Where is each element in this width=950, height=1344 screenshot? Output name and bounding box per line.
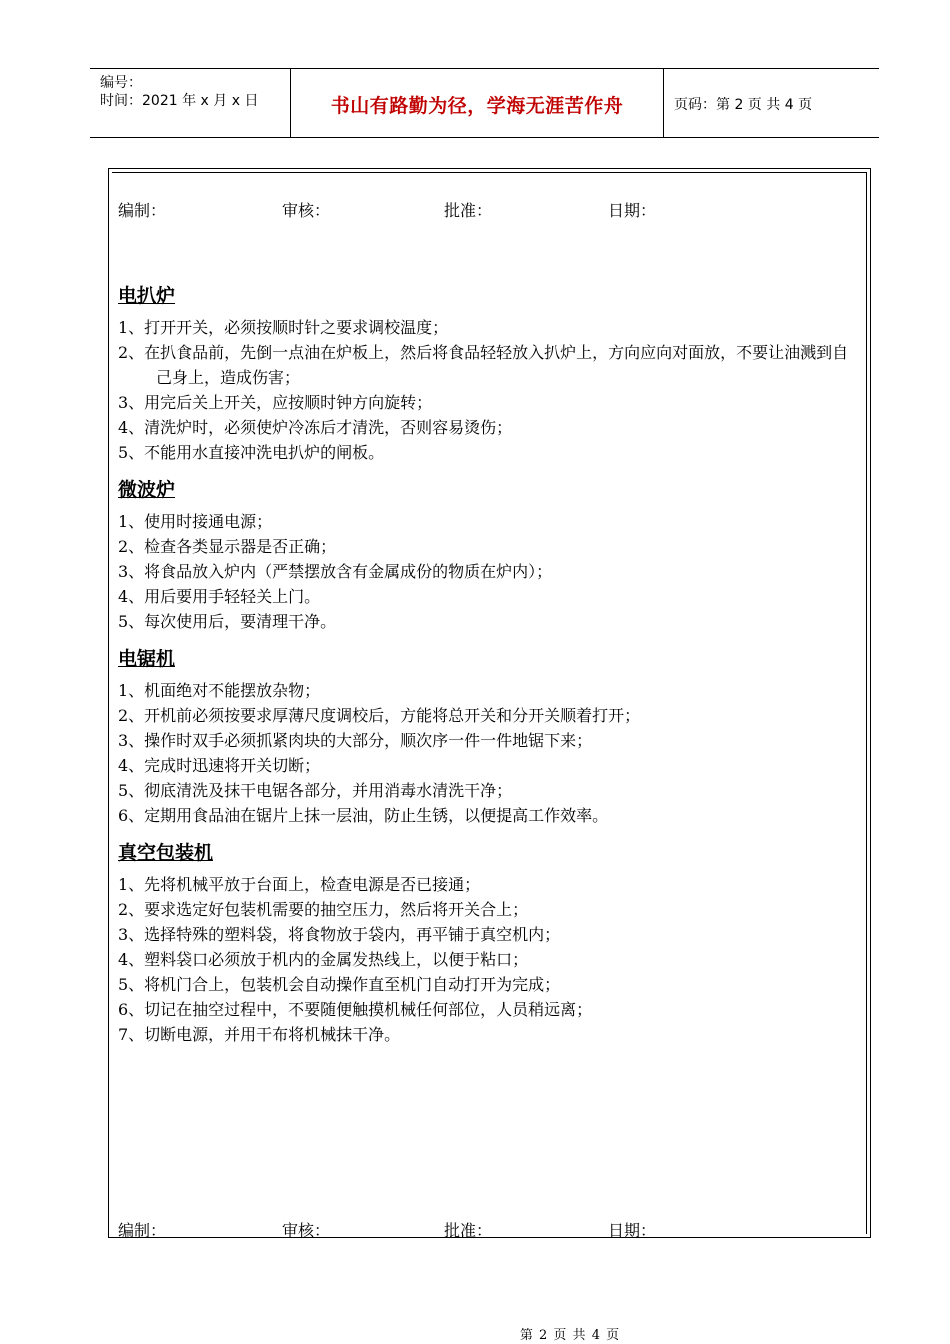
date-label: 日期： xyxy=(608,201,657,220)
header-page-cell xyxy=(664,69,879,137)
time-label: 时间：2021 年 x 月 x 日 xyxy=(100,93,259,109)
instruction-item: 2、要求选定好包装机需要的抽空压力，然后将开关合上； xyxy=(118,900,529,919)
instruction-item: 5、彻底清洗及抹干电锯各部分，并用消毒水清洗干净； xyxy=(118,781,513,800)
section xyxy=(118,283,863,465)
section xyxy=(118,646,863,828)
instruction-list xyxy=(118,315,863,465)
instruction-item: 2、开机前必须按要求厚薄尺度调校后，方能将总开关和分开关顺着打开； xyxy=(118,706,641,725)
date-label: 日期： xyxy=(608,1221,657,1240)
instruction-item: 4、清洗炉时，必须使炉冷冻后才清洗，否则容易烫伤； xyxy=(118,418,513,437)
instruction-item: 5、不能用水直接冲洗电扒炉的闸板。 xyxy=(118,443,385,462)
approver-label: 批准： xyxy=(444,1221,493,1240)
document-header xyxy=(90,68,879,138)
instruction-item: 7、切断电源，并用干布将机械抹干净。 xyxy=(118,1025,401,1044)
instruction-item: 1、机面绝对不能摆放杂物； xyxy=(118,681,321,700)
reviewer-label: 审核： xyxy=(282,201,331,220)
editor-label: 编制： xyxy=(118,1221,167,1240)
instruction-item: 3、操作时双手必须抓紧肉块的大部分，顺次序一件一件地锯下来； xyxy=(118,731,593,750)
instruction-item: 4、塑料袋口必须放于机内的金属发热线上，以便于粘口； xyxy=(118,950,529,969)
instruction-item: 3、将食品放入炉内（严禁摆放含有金属成份的物质在炉内）； xyxy=(118,562,553,581)
page-footer: 第 2 页 共 4 页 xyxy=(519,1328,621,1343)
number-label: 编号： xyxy=(100,75,142,91)
instruction-list xyxy=(118,872,863,1047)
section-title: 真空包装机 xyxy=(118,842,214,864)
instruction-item: 4、完成时迅速将开关切断； xyxy=(118,756,321,775)
section-title: 微波炉 xyxy=(118,479,176,501)
instruction-item: 2、在扒食品前，先倒一点油在炉板上，然后将食品轻轻放入扒炉上，方向应向对面放，不要让油溅到自己身上，造成伤害； xyxy=(118,343,849,387)
instruction-list xyxy=(118,678,863,828)
header-meta-cell xyxy=(90,69,291,137)
instruction-list xyxy=(118,509,863,634)
motto: 书山有路勤为径，学海无涯苦作舟 xyxy=(330,95,624,117)
reviewer-label: 审核： xyxy=(282,1221,331,1240)
section xyxy=(118,477,863,634)
section-title: 电扒炉 xyxy=(118,285,176,307)
instruction-item: 6、切记在抽空过程中，不要随便触摸机械任何部位，人员稍远离； xyxy=(118,1000,593,1019)
instruction-item: 3、选择特殊的塑料袋，将食物放于袋内，再平铺于真空机内； xyxy=(118,925,561,944)
instruction-item: 5、将机门合上，包装机会自动操作直至机门自动打开为完成； xyxy=(118,975,561,994)
instruction-item: 5、每次使用后，要清理干净。 xyxy=(118,612,337,631)
section-title: 电锯机 xyxy=(118,648,176,670)
header-motto-cell xyxy=(291,69,664,137)
editor-label: 编制： xyxy=(118,201,167,220)
document-body xyxy=(118,283,863,1059)
approver-label: 批准： xyxy=(444,201,493,220)
instruction-item: 6、定期用食品油在锯片上抹一层油，防止生锈，以便提高工作效率。 xyxy=(118,806,609,825)
instruction-item: 2、检查各类显示器是否正确； xyxy=(118,537,337,556)
section xyxy=(118,840,863,1047)
instruction-item: 1、先将机械平放于台面上，检查电源是否已接通； xyxy=(118,875,481,894)
instruction-item: 1、打开开关，必须按顺时针之要求调校温度； xyxy=(118,318,449,337)
page-label: 页码：第 2 页 共 4 页 xyxy=(674,97,813,113)
instruction-item: 4、用后要用手轻轻关上门。 xyxy=(118,587,321,606)
instruction-item: 3、用完后关上开关，应按顺时钟方向旋转； xyxy=(118,393,433,412)
instruction-item: 1、使用时接通电源； xyxy=(118,512,273,531)
